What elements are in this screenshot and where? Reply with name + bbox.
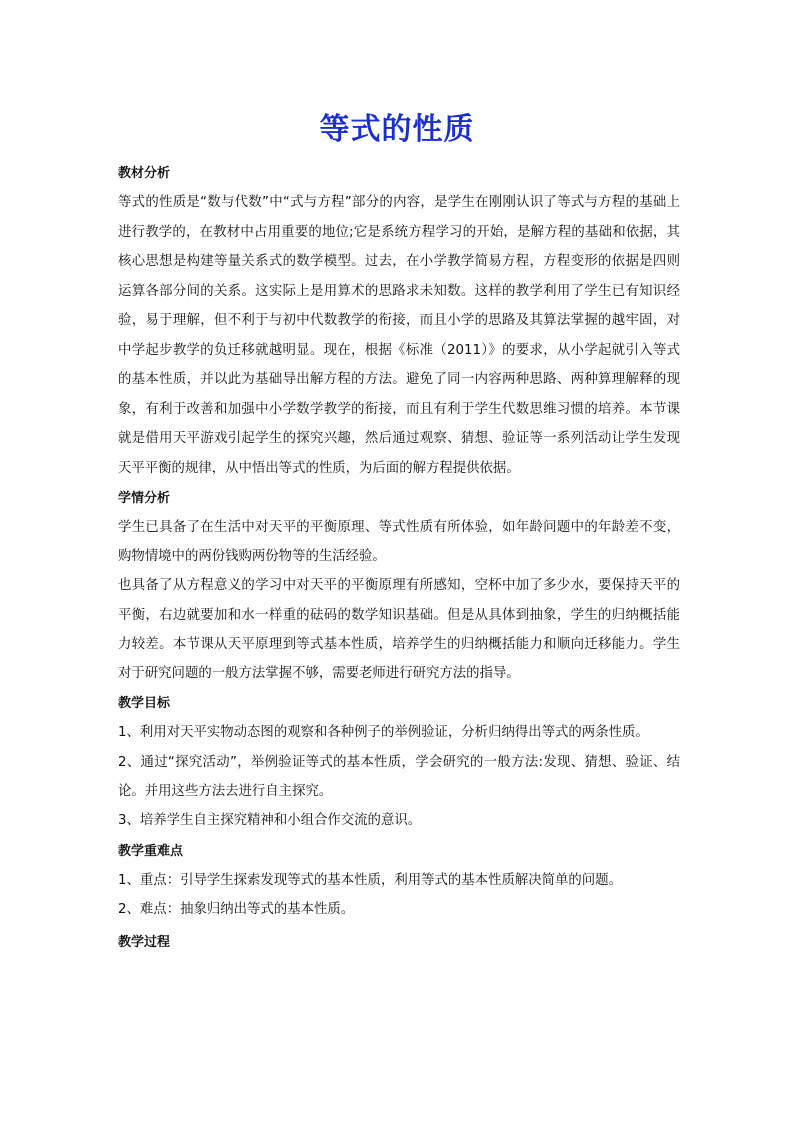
keypoint-item-2: 2、难点：抽象归纳出等式的基本性质。: [118, 902, 355, 918]
section-heading-keypoints: 教学重难点: [118, 843, 184, 859]
document-body: [118, 160, 680, 957]
goal-item-2: 2、通过“探究活动”，举例验证等式的基本性质，学会研究的一般方法:发现、猜想、验证、结论。并用这些方法去进行自主探究。: [118, 754, 680, 800]
materials-paragraph: 等式的性质是“数与代数”中“式与方程”部分的内容，是学生在刚刚认识了等式与方程的基础上进行教学的，在教材中占用重要的地位;它是系统方程学习的开始，是解方程的基础和依据，其核心思想是构建等量关系式的数学模型。过去，在小学教学简易方程，方程变形的依据是四则运算各部分间的关系。这实际上是用算术的思路求未知数。这样的教学利用了学生已有知识经验，易于理解，但不利于与初中代数教学的衔接，而且小学的思路及其算法掌握的越牢固，对中学起步教学的负迁移就越明显。现在，根据《标准（2011）》的要求，从小学起就引入等式的基本性质，并以此为基础导出解方程的方法。避免了同一内容两种思路、两种算理解释的现象，有利于改善和加强中小学数学教学的衔接，而且有利于学生代数思维习惯的培养。本节课就是借用天平游戏引起学生的探究兴趣，然后通过观察、猜想、验证等一系列活动让学生发现天平平衡的规律，从中悟出等式的性质，为后面的解方程提供依据。: [118, 195, 680, 476]
keypoint-item-1: 1、重点：引导学生探索发现等式的基本性质，利用等式的基本性质解决简单的问题。: [118, 872, 622, 888]
section-heading-materials: 教材分析: [118, 166, 171, 181]
goal-item-1: 1、利用对天平实物动态图的观察和各种例子的举例验证，分析归纳得出等式的两条性质。: [118, 725, 649, 741]
goal-item-3: 3、培养学生自主探究精神和小组合作交流的意识。: [118, 813, 422, 829]
students-paragraph-2: 也具备了从方程意义的学习中对天平的平衡原理有所感知，空杯中加了多少水，要保持天平的平衡，右边就要加和水一样重的砝码的数学知识基础。但是从具体到抽象，学生的归纳概括能力较差。本节课从天平原理到等式基本性质，培养学生的归纳概括能力和顺向迁移能力。学生对于研究问题的一般方法掌握不够，需要老师进行研究方法的指导。: [118, 578, 680, 682]
section-heading-students: 学情分析: [118, 491, 171, 506]
section-heading-process: 教学过程: [118, 934, 171, 950]
document-title: 等式的性质: [319, 112, 475, 147]
section-heading-goals: 教学目标: [118, 696, 171, 712]
students-paragraph-1: 学生已具备了在生活中对天平的平衡原理、等式性质有所体验，如年龄问题中的年龄差不变，购物情境中的两份钱购两份物等的生活经验。: [118, 520, 680, 565]
